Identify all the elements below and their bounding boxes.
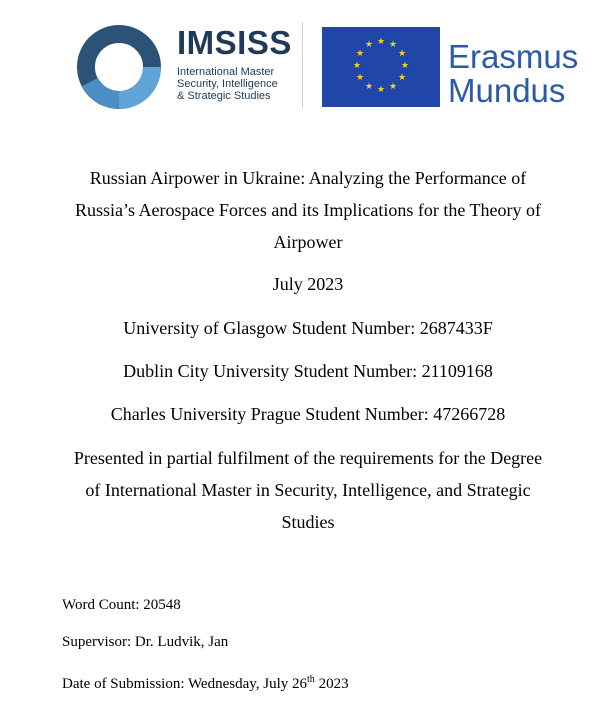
date-of-submission (62, 671, 349, 693)
svg-text:★: ★ (376, 85, 386, 95)
imsiss-logo-ring (76, 24, 162, 110)
eu-flag-icon (322, 27, 440, 107)
svg-text:★: ★ (400, 61, 410, 71)
erasmus-line: Erasmus (448, 38, 579, 75)
svg-text:★: ★ (352, 61, 362, 71)
svg-text:★: ★ (388, 40, 398, 50)
logo-divider (302, 22, 303, 108)
imsiss-subtitle-line: & Strategic Studies (177, 90, 271, 102)
svg-text:★: ★ (355, 73, 365, 83)
thesis-title (40, 162, 576, 258)
imsiss-logo-title: IMSISS (177, 24, 292, 61)
mundus-line: Mundus (448, 72, 566, 109)
imsiss-subtitle-line: International Master (177, 66, 275, 78)
degree-statement-line: of International Master in Security, Intelligence, and Strategic (85, 480, 531, 500)
imsiss-logo-subtitle (177, 66, 278, 102)
svg-text:★: ★ (364, 82, 374, 92)
glasgow-student-number: University of Glasgow Student Number: 2687433F (123, 318, 493, 338)
degree-statement-line: Studies (281, 512, 335, 532)
svg-text:★: ★ (355, 49, 365, 59)
svg-text:★: ★ (388, 82, 398, 92)
thesis-title-line: Airpower (273, 232, 343, 252)
svg-text:★: ★ (397, 73, 407, 83)
thesis-title-line: Russia’s Aerospace Forces and its Implications for the Theory of (74, 200, 542, 220)
thesis-title-line: Russian Airpower in Ukraine: Analyzing the Performance of (89, 168, 527, 188)
imsiss-subtitle-line: Security, Intelligence (177, 78, 278, 90)
word-count: Word Count: 20548 (62, 597, 181, 613)
degree-statement (40, 442, 576, 538)
dublin-student-number: Dublin City University Student Number: 21109168 (123, 361, 493, 381)
eu-stars-icon (322, 27, 440, 107)
degree-statement-line: Presented in partial fulfilment of the requirements for the Degree (73, 448, 543, 468)
svg-text:★: ★ (364, 40, 374, 50)
supervisor: Supervisor: Dr. Ludvik, Jan (62, 634, 229, 650)
submission-date-text: Date of Submission: Wednesday, July 26 (62, 676, 308, 692)
submission-date-year: 2023 (314, 676, 349, 692)
erasmus-mundus-logo-text (448, 40, 578, 108)
svg-text:★: ★ (397, 49, 407, 59)
thesis-date: July 2023 (272, 274, 344, 294)
header-logos (76, 22, 596, 112)
prague-student-number: Charles University Prague Student Number: 47266728 (110, 404, 506, 424)
svg-text:★: ★ (376, 37, 386, 47)
submission-date-ordinal: th (307, 674, 315, 685)
